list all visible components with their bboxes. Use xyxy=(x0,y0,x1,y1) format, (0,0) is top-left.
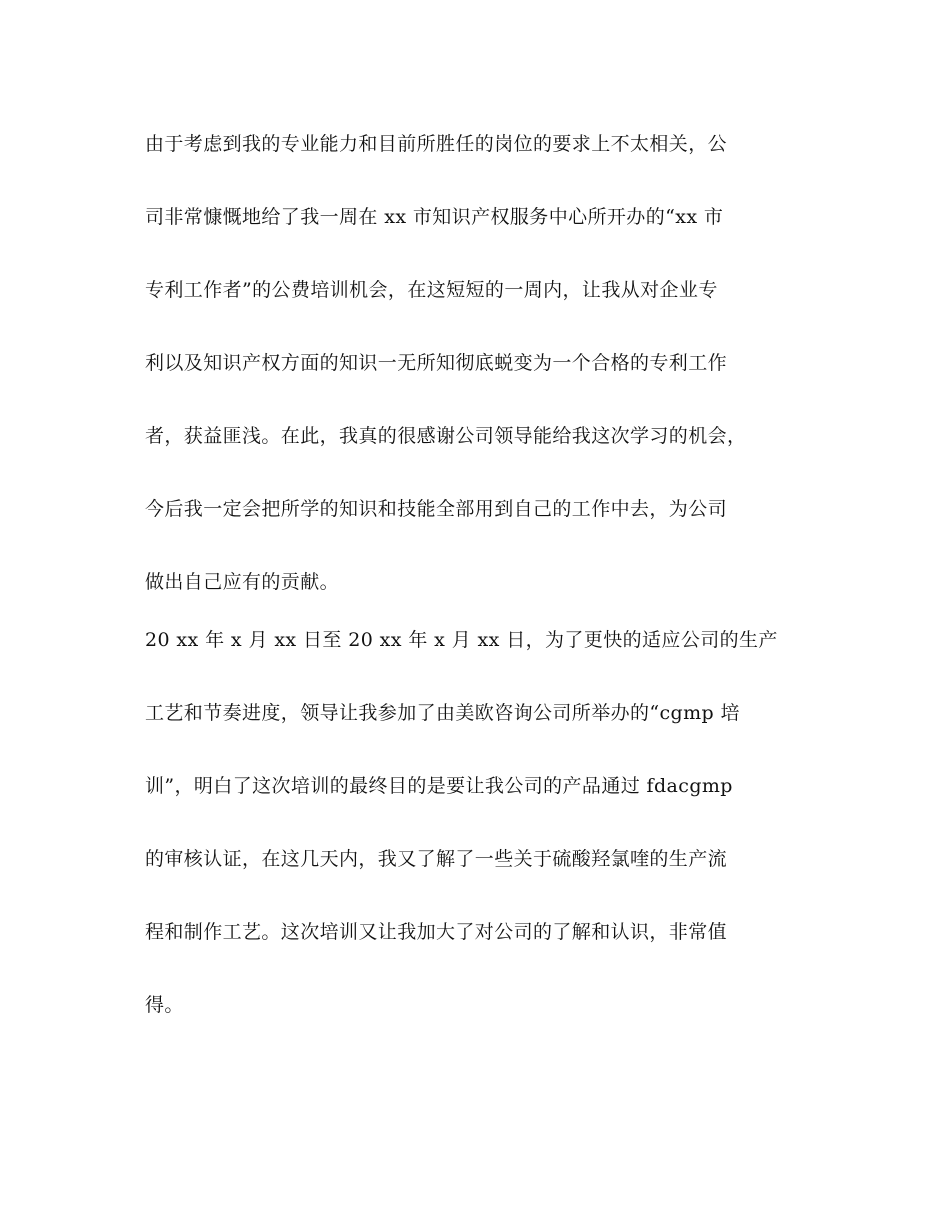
paragraph-1-line-1: 由于考虑到我的专业能力和目前所胜任的岗位的要求上不太相关，公 xyxy=(145,133,728,155)
paragraph-1-line-4: 利以及知识产权方面的知识一无所知彻底蜕变为一个合格的专利工作 xyxy=(145,352,728,374)
paragraph-2-line-4: 的审核认证，在这几天内，我又了解了一些关于硫酸羟氯喹的生产流 xyxy=(145,848,728,870)
paragraph-2-line-1: 20 xx 年 x 月 xx 日至 20 xx 年 x 月 xx 日，为了更快的适应公司的生产 xyxy=(145,629,778,651)
paragraph-1-line-5: 者，获益匪浅。在此，我真的很感谢公司领导能给我这次学习的机会， xyxy=(145,425,747,447)
paragraph-2-line-5: 程和制作工艺。这次培训又让我加大了对公司的了解和认识，非常值 xyxy=(145,921,728,943)
paragraph-1-line-7: 做出自己应有的贡献。 xyxy=(145,571,340,593)
paragraph-1-line-6: 今后我一定会把所学的知识和技能全部用到自己的工作中去，为公司 xyxy=(145,498,728,520)
paragraph-2-line-6: 得。 xyxy=(145,994,184,1016)
paragraph-1-line-2: 司非常慷慨地给了我一周在 xx 市知识产权服务中心所开办的“xx 市 xyxy=(145,206,724,228)
paragraph-2-line-3: 训”，明白了这次培训的最终目的是要让我公司的产品通过 fdacgmp xyxy=(145,775,733,797)
paragraph-2-line-2: 工艺和节奏进度，领导让我参加了由美欧咨询公司所举办的“cgmp 培 xyxy=(145,702,740,724)
paragraph-1-line-3: 专利工作者”的公费培训机会，在这短短的一周内，让我从对企业专 xyxy=(145,279,718,301)
